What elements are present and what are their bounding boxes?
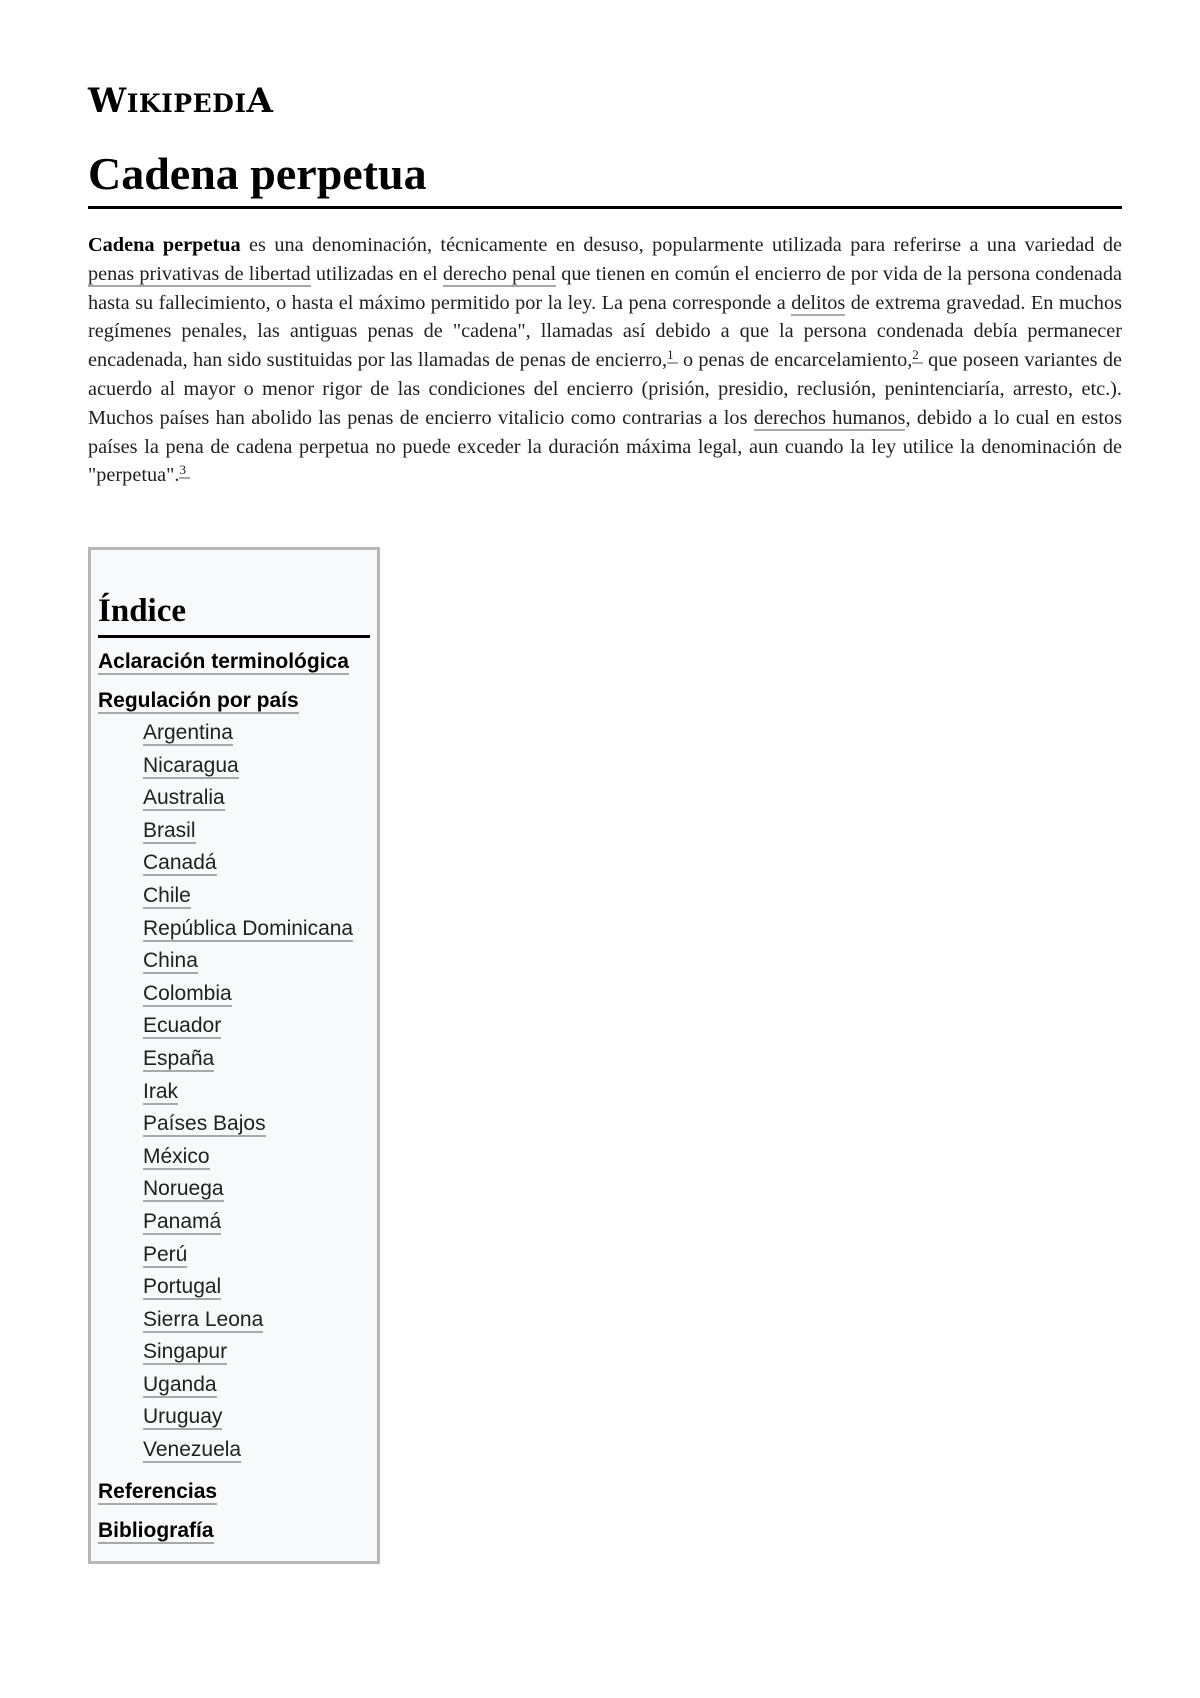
intro-paragraph <box>88 231 1122 490</box>
toc-subitem <box>98 1043 370 1076</box>
toc-item-referencias <box>98 1478 370 1506</box>
toc-link-country[interactable]: Portugal <box>143 1275 222 1299</box>
toc-subitem <box>98 978 370 1011</box>
logo-letters-middle: IKIPEDI <box>126 89 247 118</box>
toc-subitem <box>98 782 370 815</box>
toc-link-referencias[interactable]: Referencias <box>98 1479 218 1503</box>
toc-link-country[interactable]: Venezuela <box>143 1438 242 1462</box>
intro-text: es una denominación, técnicamente en desuso, popularmente utilizada para referirse a una variedad de <box>240 234 1122 256</box>
toc-link-country[interactable]: México <box>143 1144 210 1168</box>
link-delitos[interactable]: delitos <box>791 291 846 314</box>
toc-list <box>98 648 370 1545</box>
toc-link-bibliografia[interactable]: Bibliografía <box>98 1518 214 1542</box>
toc-item-aclaracion <box>98 648 370 676</box>
link-penas-privativas[interactable]: penas privativas de libertad <box>88 262 311 285</box>
toc-link-country[interactable]: España <box>143 1046 215 1070</box>
toc-subitem <box>98 815 370 848</box>
page-title: Cadena perpetua <box>88 146 1122 209</box>
toc-link-country[interactable]: Uganda <box>143 1372 217 1396</box>
toc-link-country[interactable]: Noruega <box>143 1177 224 1201</box>
toc-link-country[interactable]: Países Bajos <box>143 1112 266 1136</box>
toc-subitem <box>98 1271 370 1304</box>
wikipedia-logo[interactable] <box>88 78 1122 124</box>
toc-link-country[interactable]: Singapur <box>143 1340 228 1364</box>
toc-subitem <box>98 1369 370 1402</box>
toc-subitem <box>98 880 370 913</box>
toc-subitem <box>98 1206 370 1239</box>
toc-link-country[interactable]: Canadá <box>143 851 217 875</box>
toc-link-country[interactable]: República Dominicana <box>143 916 354 940</box>
intro-text: utilizadas en el <box>310 262 443 285</box>
link-derechos-humanos[interactable]: derechos humanos <box>753 406 906 429</box>
toc-link-country[interactable]: Uruguay <box>143 1405 223 1429</box>
reference-2[interactable]: 2 <box>912 347 923 364</box>
toc-link-country[interactable]: Sierra Leona <box>143 1307 264 1331</box>
toc-link-regulacion[interactable]: Regulación por país <box>98 689 299 712</box>
toc-subitem <box>98 1336 370 1369</box>
toc-link-country[interactable]: Brasil <box>143 818 196 842</box>
toc-subitem <box>98 1304 370 1337</box>
toc-subitem <box>98 1010 370 1043</box>
toc-subitem <box>98 1141 370 1174</box>
intro-text: que poseen variantes de acuerdo al mayor o menor rigor de las condiciones del encierro (prisión, presidio, reclusión, penintenciaría, arresto, etc.). Muchos países han abolido las penas de encierro vitalicio como contrarias a los <box>88 349 1122 429</box>
toc-sublist-countries <box>98 717 370 1467</box>
intro-text: , debido a lo cual en estos países la pena de cadena perpetua no puede exceder la duración máxima legal, aun cuando la ley utilice la denominación de "perpetua". <box>88 406 1122 487</box>
toc-link-country[interactable]: Argentina <box>143 721 233 744</box>
intro-text: que tienen en común el encierro de por vida de la persona condenada hasta su fallecimiento, o hasta el máximo permitido por la ley. La pena corresponde a <box>88 262 1123 314</box>
article <box>88 78 1122 490</box>
intro-text: o penas de encarcelamiento, <box>677 349 913 372</box>
toc-link-country[interactable]: Nicaragua <box>143 753 239 777</box>
toc-link-country[interactable]: Perú <box>143 1242 188 1266</box>
toc-subitem <box>98 945 370 978</box>
toc-link-country[interactable]: Australia <box>143 786 225 810</box>
toc-subitem <box>98 717 370 750</box>
toc-item-bibliografia <box>98 1517 370 1545</box>
logo-letter-first: W <box>88 81 127 121</box>
toc-title: Índice <box>98 590 370 638</box>
toc-item-regulacion <box>98 687 370 1467</box>
toc-subitem <box>98 913 370 946</box>
toc-subitem <box>98 1239 370 1272</box>
intro-text: de extrema gravedad. En muchos regímenes penales, las antiguas penas de "cadena", llamadas así debido a que la persona condenada debía permanecer encadenada, han sido sustituidas por las llamadas de penas de encierro, <box>88 291 1122 372</box>
reference-1[interactable]: 1 <box>667 347 678 364</box>
toc-link-aclaracion[interactable]: Aclaración terminológica <box>98 650 349 673</box>
bold-term: Cadena perpetua <box>88 234 241 256</box>
toc-link-country[interactable]: Colombia <box>143 981 232 1005</box>
toc-subitem <box>98 1173 370 1206</box>
toc-subitem <box>98 1434 370 1467</box>
table-of-contents <box>88 547 380 1564</box>
toc-link-country[interactable]: Panamá <box>143 1209 222 1233</box>
logo-letter-last: A <box>246 81 274 121</box>
toc-subitem <box>98 1401 370 1434</box>
toc-subitem <box>98 847 370 880</box>
reference-3[interactable]: 3 <box>179 462 190 479</box>
toc-subitem <box>98 1108 370 1141</box>
toc-link-country[interactable]: Irak <box>143 1079 179 1103</box>
toc-link-country[interactable]: China <box>143 949 198 973</box>
toc-link-country[interactable]: Chile <box>143 883 191 907</box>
toc-subitem <box>98 750 370 783</box>
link-derecho-penal[interactable]: derecho penal <box>442 262 557 285</box>
toc-link-country[interactable]: Ecuador <box>143 1014 222 1038</box>
toc-subitem <box>98 1076 370 1109</box>
